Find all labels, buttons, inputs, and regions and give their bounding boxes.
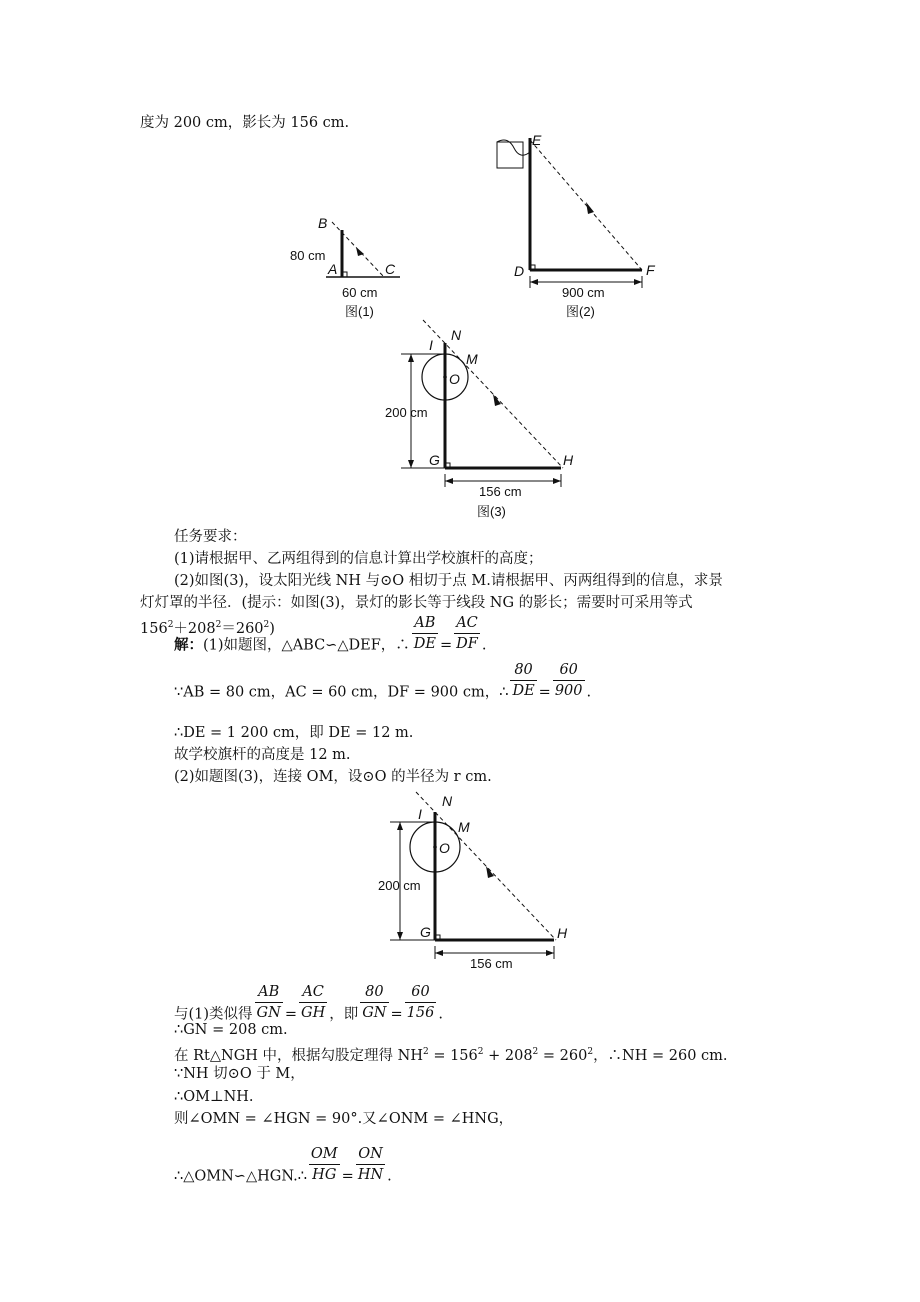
task-q2-line1: (2)如图(3)，设太阳光线 NH 与⊙O 相切于点 M.请根据甲、丙两组得到的信息，求景 <box>174 573 723 589</box>
label-i: I <box>429 337 433 353</box>
solution-step-7: ∴GN = 208 cm. <box>174 1022 288 1038</box>
fraction-ac-df: $\frac{AC}{DF}$ <box>456 615 478 652</box>
solution-step-9: ∵NH 切⊙O 于 M， <box>174 1066 305 1082</box>
fraction-80-de: $\frac{80}{DE}$ <box>512 662 535 699</box>
fraction-ab-de: $\frac{AB}{DE}$ <box>413 615 436 652</box>
label-b: B <box>318 215 328 231</box>
label-i-2: I <box>418 806 422 822</box>
solution-step-2: ∵AB = 80 cm，AC = 60 cm，DF = 900 cm，∴ $\frac{80}{DE}$ = $\frac{60}{900}$ . <box>174 662 592 701</box>
label-m: M <box>466 351 478 367</box>
fraction-on-hn: $\frac{ON}{HN}$ <box>357 1146 384 1183</box>
caption-fig3: 图(3) <box>477 504 506 519</box>
label-c: C <box>385 261 396 277</box>
shadow-156cm: 156 cm <box>479 484 522 499</box>
label-n-2: N <box>442 793 453 809</box>
task-q1: (1)请根据甲、乙两组得到的信息计算出学校旗杆的高度； <box>174 551 543 567</box>
label-e: E <box>532 132 542 148</box>
shadow-900cm: 900 cm <box>562 285 605 300</box>
caption-fig2: 图(2) <box>566 304 595 319</box>
fraction-ab-gn: $\frac{AB}{GN}$ <box>256 984 281 1021</box>
label-a: A <box>328 261 338 277</box>
fraction-ac-gh: $\frac{AC}{GH}$ <box>300 984 326 1021</box>
label-f: F <box>646 262 655 278</box>
label-g-2: G <box>420 924 431 940</box>
label-d: D <box>514 263 525 279</box>
height-80cm: 80 cm <box>290 248 326 263</box>
label-m-2: M <box>458 819 470 835</box>
label-h: H <box>563 452 574 468</box>
label-o: O <box>449 371 460 387</box>
solution-step-8: 在 Rt△NGH 中，根据勾股定理得 $NH^2 = 156^2 + 208^2 = 260^2$，∴NH = 260 cm. <box>174 1047 728 1064</box>
shadow-60cm: 60 cm <box>342 285 378 300</box>
solution-step-3: ∴DE = 1 200 cm，即 DE = 12 m. <box>174 725 414 741</box>
figure-3 <box>385 318 585 523</box>
intro-line: 度为 200 cm，影长为 156 cm. <box>140 115 350 131</box>
solution-label: 解： <box>174 636 203 654</box>
fraction-60-156: $\frac{60}{156}$ <box>406 984 435 1021</box>
fraction-60-900: $\frac{60}{900}$ <box>554 662 583 699</box>
label-n: N <box>451 327 462 343</box>
caption-fig1: 图(1) <box>345 304 374 319</box>
fraction-80-gn: $\frac{80}{GN}$ <box>362 984 387 1021</box>
height-200cm-2: 200 cm <box>378 878 421 893</box>
task-heading: 任务要求： <box>174 529 247 545</box>
task-q2-line3: $156^2+208^2=260^2$) <box>140 620 275 637</box>
solution-step-11: 则∠OMN = ∠HGN = 90°.又∠ONM = ∠HNG， <box>174 1111 514 1127</box>
solution-step-4: 故学校旗杆的高度是 12 m. <box>174 747 351 763</box>
figure-1 <box>290 210 410 325</box>
fraction-om-hg: $\frac{OM}{HG}$ <box>310 1146 338 1183</box>
label-h-2: H <box>557 925 568 941</box>
solution-step-6: 与(1)类似得 $\frac{AB}{GN}$ = $\frac{AC}{GH}$ ，即 $\frac{80}{GN}$ = $\frac{60}{156}$ . <box>174 984 443 1023</box>
solution-step-12: ∴△OMN∽△HGN.∴ $\frac{OM}{HG}$ = $\frac{ON}{HN}$ . <box>174 1146 392 1185</box>
figure-solution <box>360 790 585 975</box>
sun-ray-ef <box>530 140 642 270</box>
figure-2 <box>490 130 670 325</box>
shadow-156cm-2: 156 cm <box>470 956 513 971</box>
solution-step-1: 解：(1)如题图，△ABC∽△DEF，∴ $\frac{AB}{DE}$ = $\frac{AC}{DF}$ . <box>174 615 487 654</box>
task-q2-line2: 灯灯罩的半径．(提示：如图(3)，景灯的影长等于线段 NG 的影长；需要时可采用等式 <box>140 595 693 611</box>
height-200cm: 200 cm <box>385 405 428 420</box>
solution-step-5: (2)如题图(3)，连接 OM，设⊙O 的半径为 r cm. <box>174 769 492 785</box>
label-g: G <box>429 452 440 468</box>
label-o-2: O <box>439 840 450 856</box>
solution-step-10: ∴OM⊥NH. <box>174 1089 254 1105</box>
